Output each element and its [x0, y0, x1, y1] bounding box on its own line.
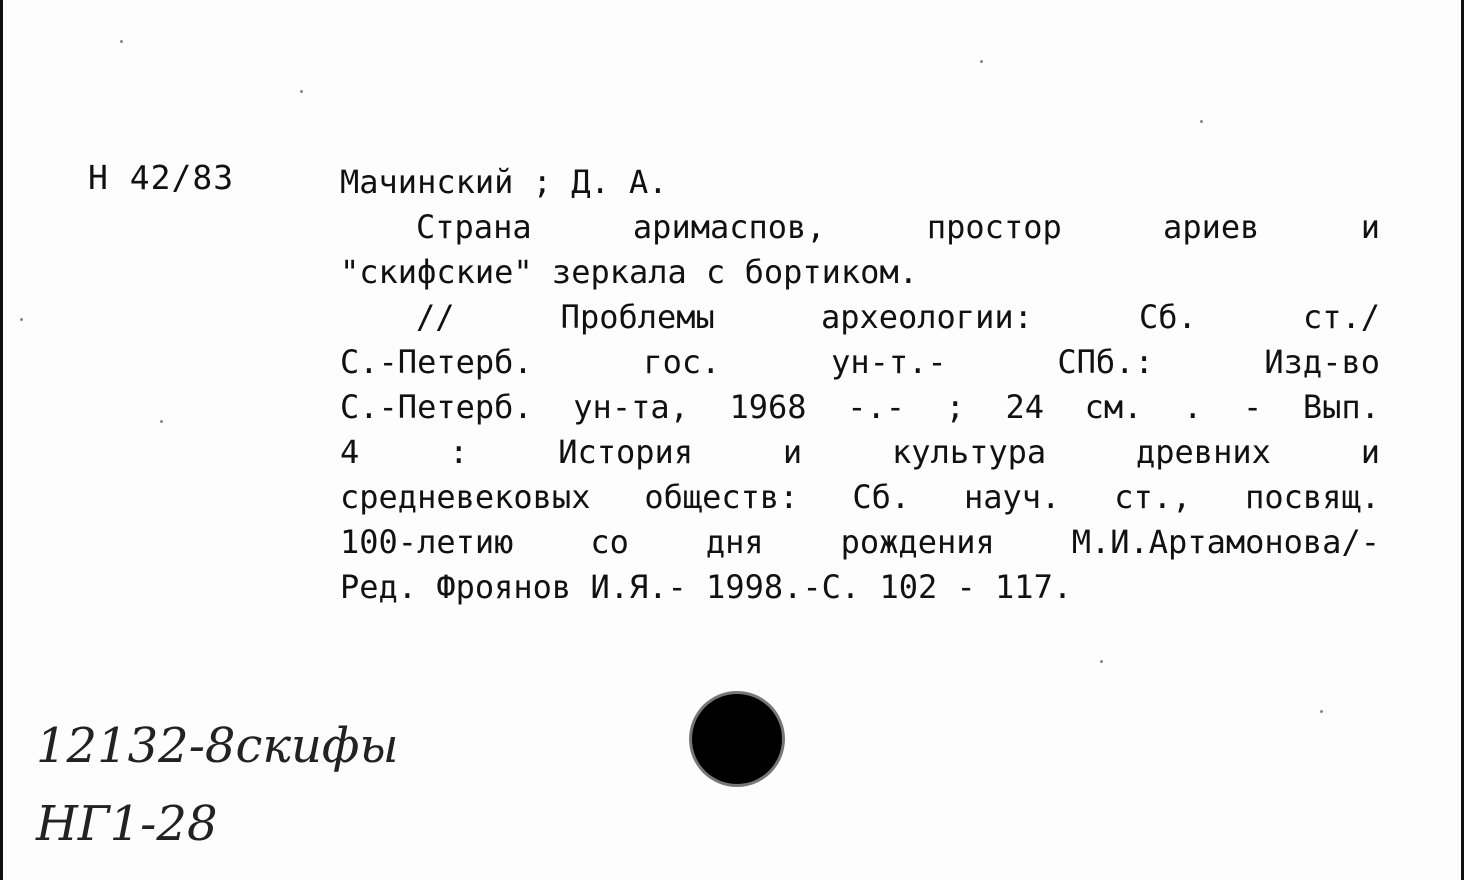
handwritten-note-1: 12132-8скифы [36, 718, 399, 774]
source-word: Вып. [1302, 388, 1380, 426]
source-word: 100-летию [340, 523, 514, 561]
scan-speck [20, 318, 23, 321]
source-word: -.- [847, 388, 905, 426]
source-line-6 [340, 520, 1380, 565]
source-word: - [1242, 388, 1263, 426]
source-line-1 [340, 295, 1380, 340]
source-word: дня [705, 523, 764, 561]
source-word: С.-Петерб. [340, 343, 533, 381]
source-line-7: Ред. Фроянов И.Я.- 1998.-С. 102 - 117. [340, 568, 1073, 606]
source-word: С.-Петерб. [340, 388, 533, 426]
source-word: . [1183, 388, 1203, 426]
source-word: ; [945, 388, 965, 426]
source-line-2 [340, 340, 1380, 385]
scan-speck [160, 420, 163, 423]
source-word: археологии: [820, 298, 1033, 336]
title-word: и [1360, 208, 1380, 246]
source-word: ун-т.- [831, 343, 947, 381]
source-word: и [1360, 433, 1380, 471]
scan-speck [1200, 120, 1203, 123]
source-word: История [558, 433, 694, 471]
source-word: со [590, 523, 629, 561]
source-word: 1968 [729, 388, 807, 426]
scan-speck [1320, 710, 1323, 713]
scan-speck [980, 60, 983, 63]
source-word: 24 [1005, 388, 1045, 426]
source-word: ун-та, [573, 388, 689, 426]
handwritten-note-2: НГ1-28 [36, 796, 218, 852]
scan-speck [120, 40, 123, 43]
source-word: и [782, 433, 803, 471]
source-word: науч. [964, 478, 1061, 516]
source-word: рождения [840, 523, 995, 561]
source-word: древних [1136, 433, 1271, 471]
source-word: // [416, 298, 455, 336]
source-word: Изд-во [1264, 343, 1380, 381]
author-line: Мачинский ; Д. А. [340, 163, 668, 201]
title-word: аримаспов, [632, 208, 826, 246]
punch-hole [692, 694, 782, 784]
source-word: 4 [340, 433, 360, 471]
source-word: Проблемы [560, 298, 715, 336]
source-line-5 [340, 475, 1380, 520]
source-word: культура [892, 433, 1047, 471]
source-word: Сб. [1139, 298, 1197, 336]
source-word: ст., [1114, 478, 1192, 516]
source-line-3 [340, 385, 1380, 430]
source-word: ст./ [1302, 298, 1380, 336]
title-word: Страна [416, 208, 532, 246]
source-word: посвящ. [1245, 478, 1380, 516]
source-word: см. [1084, 388, 1143, 426]
scan-speck [300, 90, 303, 93]
source-word: : [449, 433, 469, 471]
call-number: Н 42/83 [88, 158, 235, 197]
source-word: гос. [643, 343, 721, 381]
source-word: обществ: [644, 478, 799, 516]
source-word: М.И.Артамонова/- [1071, 523, 1380, 561]
card-left-edge [0, 0, 3, 880]
bibliographic-entry [340, 160, 1380, 610]
source-line-4 [340, 430, 1380, 475]
source-word: Сб. [852, 478, 911, 516]
source-word: средневековых [340, 478, 591, 516]
title-line-2: "скифские" зеркала с бортиком. [340, 253, 918, 291]
title-line-1 [340, 205, 1380, 250]
source-word: СПб.: [1057, 343, 1154, 381]
scan-speck [1100, 660, 1103, 663]
title-word: простор [926, 208, 1062, 246]
title-word: ариев [1163, 208, 1260, 246]
